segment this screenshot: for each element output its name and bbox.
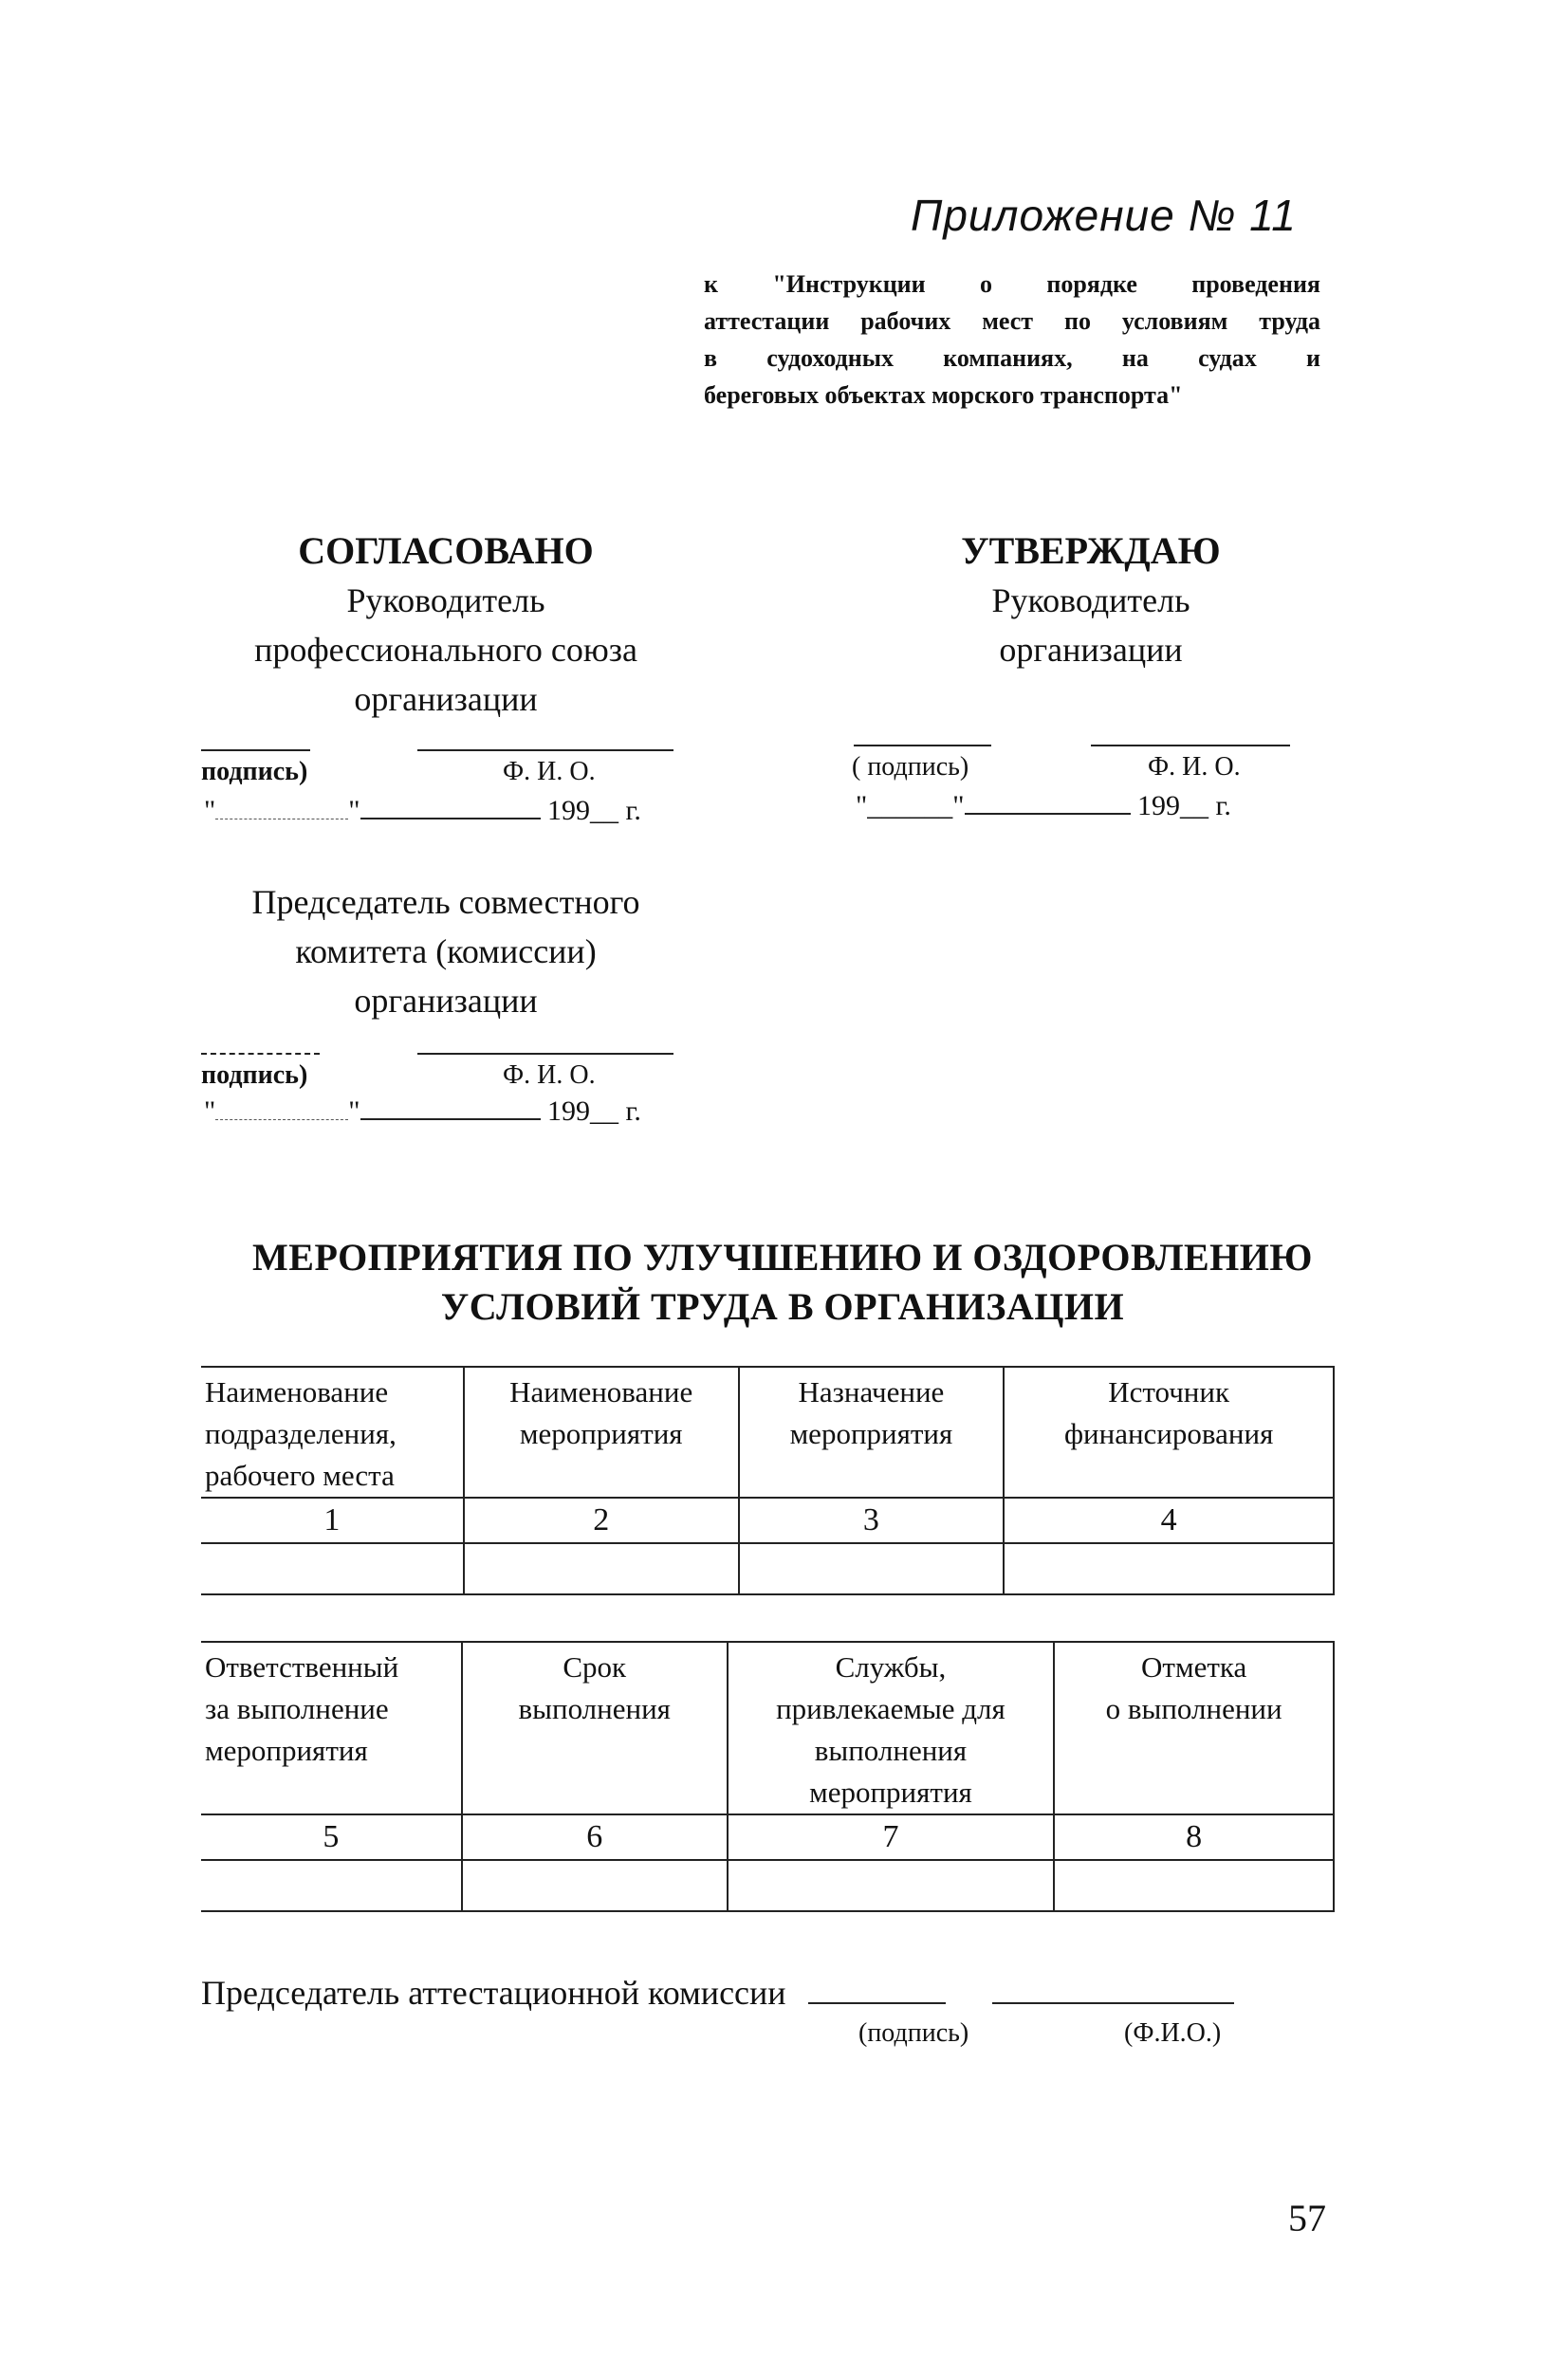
table-cell[interactable]	[739, 1543, 1005, 1594]
header-cell: Наименование подразделения, рабочего места	[201, 1367, 464, 1498]
instruction-line: аттестации рабочих мест по условиям труда	[704, 307, 1320, 335]
date-quote: "______"	[856, 790, 965, 821]
document-title	[142, 1233, 1423, 1332]
table-cell[interactable]	[201, 1543, 464, 1594]
approved-year: 199__ г.	[1137, 790, 1231, 821]
committee-block	[199, 877, 692, 1025]
column-number: 8	[1054, 1814, 1334, 1860]
table-cell[interactable]	[462, 1860, 728, 1911]
column-number: 3	[739, 1498, 1005, 1543]
date-quote: "	[348, 795, 360, 826]
agreed-date	[204, 795, 641, 827]
committee-year: 199__ г.	[547, 1095, 641, 1127]
table-cell[interactable]	[728, 1860, 1055, 1911]
approved-block	[844, 526, 1337, 674]
instruction-line: в судоходных компаниях, на судах и	[704, 344, 1320, 372]
title-line: УСЛОВИЙ ТРУДА В ОРГАНИЗАЦИИ	[440, 1285, 1125, 1328]
agreed-line: профессионального союза	[254, 631, 637, 669]
committee-sign-caption: подпись)	[201, 1060, 308, 1090]
agreed-line: Руководитель	[346, 581, 545, 619]
measures-table-1	[201, 1366, 1335, 1595]
column-number: 5	[201, 1814, 462, 1860]
agreed-fio-line	[417, 749, 673, 751]
table-cell[interactable]	[1004, 1543, 1334, 1594]
instruction-line: береговых объектах морского транспорта"	[704, 381, 1183, 409]
approved-sign-caption: ( подпись)	[852, 752, 969, 782]
header-cell: Срок выполнения	[462, 1642, 728, 1814]
measures-table-2	[201, 1641, 1335, 1912]
approved-stamp: УТВЕРЖДАЮ	[961, 529, 1221, 572]
committee-fio-caption: Ф. И. О.	[503, 1060, 596, 1090]
appendix-title: Приложение № 11	[911, 191, 1297, 240]
approved-line: Руководитель	[991, 581, 1190, 619]
header-cell: Службы, привлекаемые для выполнения мероприятия	[728, 1642, 1055, 1814]
approved-sign-line	[854, 745, 991, 746]
header-cell: Источник финансирования	[1004, 1367, 1334, 1498]
column-number: 6	[462, 1814, 728, 1860]
table-row	[201, 1543, 1334, 1594]
header-cell: Отметка о выполнении	[1054, 1642, 1334, 1814]
header-cell: Ответственный за выполнение мероприятия	[201, 1642, 462, 1814]
committee-fio-line	[417, 1053, 673, 1055]
committee-sign-line	[201, 1053, 320, 1055]
agreed-line: организации	[354, 680, 538, 718]
chairman-label: Председатель аттестационной комиссии	[201, 1974, 786, 2012]
table-number-row	[201, 1498, 1334, 1543]
agreed-sign-caption: подпись)	[201, 757, 308, 786]
title-line: МЕРОПРИЯТИЯ ПО УЛУЧШЕНИЮ И ОЗДОРОВЛЕНИЮ	[252, 1236, 1313, 1279]
date-quote: "	[204, 795, 216, 826]
table-header-row	[201, 1642, 1334, 1814]
page-number: 57	[1288, 2197, 1326, 2239]
footer-sign-caption: (подпись)	[858, 2018, 969, 2048]
column-number: 2	[464, 1498, 739, 1543]
column-number: 1	[201, 1498, 464, 1543]
approved-fio-caption: Ф. И. О.	[1148, 752, 1241, 782]
footer-fio-caption: (Ф.И.О.)	[1124, 2018, 1222, 2048]
committee-line: организации	[354, 982, 538, 1020]
committee-line: Председатель совместного	[251, 883, 640, 921]
date-quote: "	[348, 1095, 360, 1127]
instruction-line: к "Инструкции о порядке проведения	[704, 270, 1320, 298]
approved-date	[856, 790, 1231, 822]
agreed-year: 199__ г.	[547, 795, 641, 826]
table-header-row	[201, 1367, 1334, 1498]
column-number: 4	[1004, 1498, 1334, 1543]
instruction-reference	[704, 266, 1320, 414]
table-row	[201, 1860, 1334, 1911]
chairman-signature-line	[201, 1973, 1234, 2013]
agreed-fio-caption: Ф. И. О.	[503, 757, 596, 786]
approved-line: организации	[999, 631, 1183, 669]
table-cell[interactable]	[464, 1543, 739, 1594]
approved-fio-line	[1091, 745, 1290, 746]
table-cell[interactable]	[201, 1860, 462, 1911]
column-number: 7	[728, 1814, 1055, 1860]
committee-line: комитета (комиссии)	[295, 932, 597, 970]
date-quote: "	[204, 1095, 216, 1127]
chairman-sign-field[interactable]	[808, 2002, 946, 2004]
agreed-block	[199, 526, 692, 724]
agreed-sign-line	[201, 749, 310, 751]
header-cell: Наименование мероприятия	[464, 1367, 739, 1498]
agreed-stamp: СОГЛАСОВАНО	[298, 529, 594, 572]
committee-date	[204, 1095, 641, 1128]
table-number-row	[201, 1814, 1334, 1860]
table-cell[interactable]	[1054, 1860, 1334, 1911]
chairman-fio-field[interactable]	[992, 2002, 1234, 2004]
header-cell: Назначение мероприятия	[739, 1367, 1005, 1498]
